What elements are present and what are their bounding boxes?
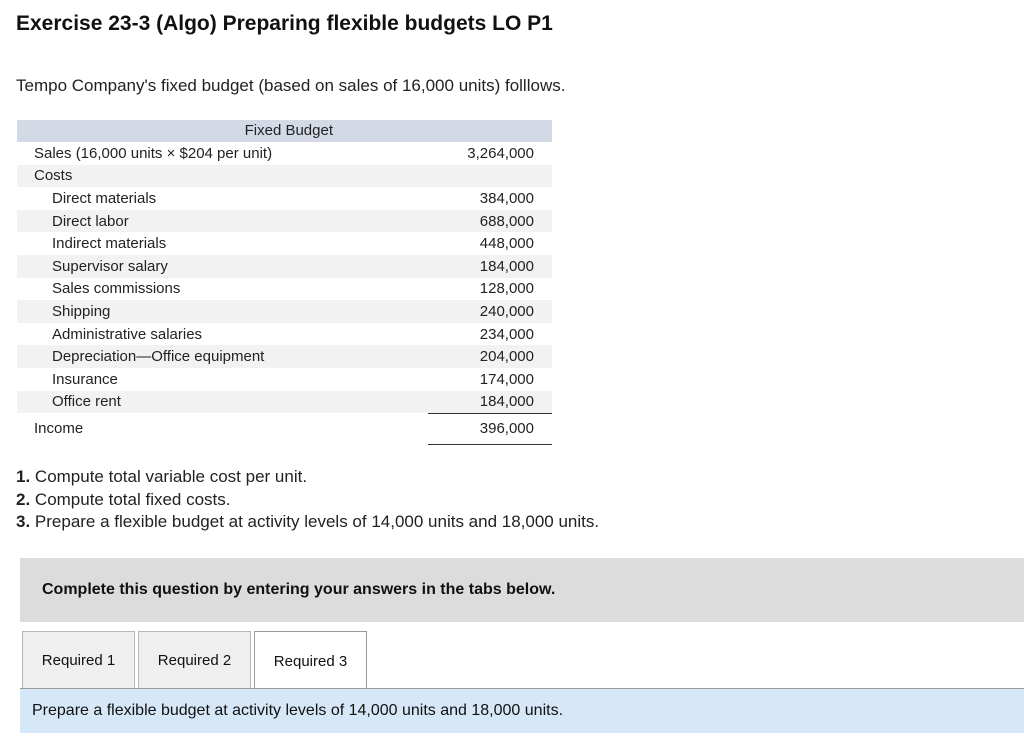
cost-value: 184,000 [479,257,534,275]
fixed-budget-table [17,120,552,443]
cost-row [17,391,552,414]
cost-row [17,300,552,323]
fixed-budget-header: Fixed Budget [244,122,333,139]
costs-label: Costs [34,167,73,185]
cost-label: Indirect materials [52,235,167,253]
tab-bar [22,631,367,689]
cost-value: 384,000 [479,189,534,207]
cost-row [17,232,552,255]
cost-label: Office rent [52,393,121,411]
cost-label: Administrative salaries [52,325,203,343]
cost-value: 204,000 [479,348,534,366]
cost-value: 234,000 [479,325,534,343]
banner-text: Complete this question by entering your answers in the tabs below. [42,581,556,598]
intro-text: Tempo Company's fixed budget (based on sales of 16,000 units) folllows. [16,76,566,95]
cost-label: Direct labor [52,212,129,230]
cost-row [17,323,552,346]
cost-label: Depreciation—Office equipment [52,348,265,366]
cost-value: 184,000 [479,393,534,411]
cost-label: Direct materials [52,189,157,207]
cost-row [17,210,552,233]
cost-value: 448,000 [479,235,534,253]
cost-row [17,278,552,301]
income-label: Income [34,419,84,437]
income-value: 396,000 [479,419,534,437]
cost-label: Sales commissions [52,280,181,298]
question-item: 1. Compute total variable cost per unit. [16,467,308,486]
table-header [17,120,552,142]
cost-label: Insurance [52,370,118,388]
sales-label: Sales (16,000 units × $204 per unit) [34,144,273,162]
tab-panel [20,689,1024,733]
income-row [17,413,552,443]
sales-row [17,142,552,165]
cost-row [17,187,552,210]
page-title: Exercise 23-3 (Algo) Preparing flexible budgets LO P1 [16,12,553,35]
costs-row [17,165,552,188]
question-item: 3. Prepare a flexible budget at activity levels of 14,000 units and 18,000 units. [16,512,600,531]
cost-label: Supervisor salary [52,257,168,275]
tab-required-1[interactable]: Required 1 [22,631,135,688]
question-list [16,466,599,534]
cost-value: 128,000 [479,280,534,298]
question-item: 2. Compute total fixed costs. [16,489,231,509]
cost-row [17,255,552,278]
sales-value: 3,264,000 [467,144,534,162]
instruction-banner [20,558,1024,622]
cost-row [17,368,552,391]
cost-value: 688,000 [479,212,534,230]
cost-row [17,345,552,368]
panel-instruction: Prepare a flexible budget at activity levels of 14,000 units and 18,000 units. [32,702,564,719]
cost-value: 174,000 [479,370,534,388]
cost-value: 240,000 [479,302,534,320]
cost-label: Shipping [52,302,111,320]
tab-required-2[interactable]: Required 2 [138,631,251,688]
tab-required-3[interactable]: Required 3 [254,631,367,690]
